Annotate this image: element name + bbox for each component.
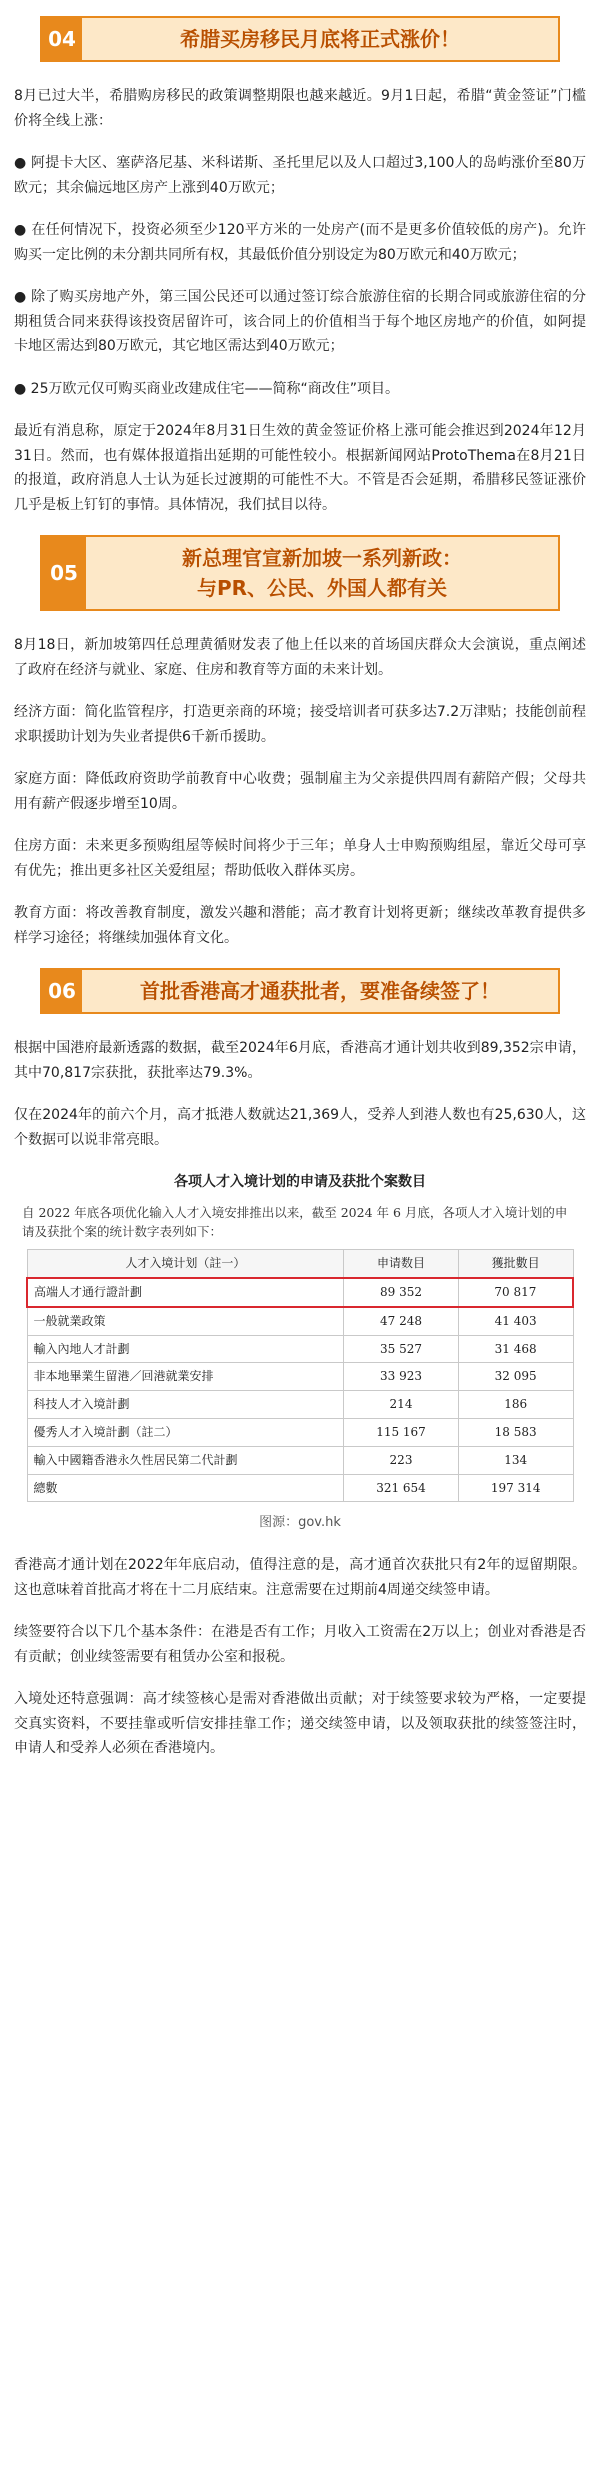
table-cell: 70 817	[458, 1278, 573, 1307]
table-row	[27, 1363, 573, 1391]
table-row	[27, 1307, 573, 1335]
table-cell: 214	[344, 1391, 459, 1419]
table-cell: 輸入中國籍香港永久性居民第二代計劃	[27, 1446, 344, 1474]
paragraph: 8月已过大半，希腊购房移民的政策调整期限也越来越近。9月1日起，希腊“黄金签证”门槛价将全线上涨：	[14, 88, 586, 129]
section-header-04	[40, 16, 560, 62]
table-cell: 總數	[27, 1474, 344, 1502]
column-header: 人才入境计划（註一）	[27, 1250, 344, 1278]
table-cell: 197 314	[458, 1474, 573, 1502]
table-cell: 優秀人才入境計劃（註二）	[27, 1419, 344, 1447]
table-cell: 一般就業政策	[27, 1307, 344, 1335]
table-row	[27, 1446, 573, 1474]
table-cell: 非本地畢業生留港／回港就業安排	[27, 1363, 344, 1391]
section-number: 04	[42, 18, 82, 60]
section-title: 首批香港高才通获批者，要准备续签了！	[140, 979, 500, 1003]
table-cell: 32 095	[458, 1363, 573, 1391]
bullet-item: ● 除了购买房地产外，第三国公民还可以通过签订综合旅游住宿的长期合同或旅游住宿的分期租赁合同来获得该投资居留许可，该合同上的价值相当于每个地区房地产的价值，如阿提卡地区需达到80万欧元，其它地区需达到40万欧元；	[14, 289, 586, 354]
table-cell: 223	[344, 1446, 459, 1474]
table-title: 各项人才入境计划的申请及获批个案数目	[174, 1174, 426, 1190]
table-cell: 186	[458, 1391, 573, 1419]
section-header-06	[40, 968, 560, 1014]
column-header: 申请数目	[344, 1250, 459, 1278]
table-cell: 輸入內地人才計劃	[27, 1335, 344, 1363]
table-cell: 高端人才通行證計劃	[27, 1278, 344, 1307]
section-title	[86, 537, 558, 609]
table-row	[27, 1419, 573, 1447]
paragraph: 教育方面：将改善教育制度，激发兴趣和潜能；高才教育计划将更新；继续改革教育提供多样学习途径；将继续加强体育文化。	[14, 905, 586, 946]
statistics-table	[26, 1249, 574, 1502]
paragraph: 根据中国港府最新透露的数据，截至2024年6月底，香港高才通计划共收到89,352宗申请，其中70,817宗获批，获批率达79.3%。	[14, 1040, 586, 1081]
table-cell: 41 403	[458, 1307, 573, 1335]
table-header-row	[27, 1250, 573, 1278]
paragraph: 最近有消息称，原定于2024年8月31日生效的黄金签证价格上涨可能会推迟到2024年12月31日。然而，也有媒体报道指出延期的可能性较小。根据新闻网站ProtoThema在8月21日的报道，政府消息人士认为延长过渡期的可能性不大。不管是否会延期，希腊移民签证涨价几乎是板上钉钉的事情。具体情况，我们拭目以待。	[14, 423, 586, 513]
bullet-item: ● 阿提卡大区、塞萨洛尼基、米科诺斯、圣托里尼以及人口超过3,100人的岛屿涨价至80万欧元；其余偏远地区房产上涨到40万欧元；	[14, 155, 586, 196]
bullet-item: ● 在任何情况下，投资必须至少120平方米的一处房产(而不是更多价值较低的房产)。允许购买一定比例的未分割共同所有权，其最低价值分别设定为80万欧元和40万欧元；	[14, 222, 586, 263]
table-cell: 31 468	[458, 1335, 573, 1363]
paragraph: 香港高才通计划在2022年年底启动，值得注意的是，高才通首次获批只有2年的逗留期限。这也意味着首批高才将在十二月底结束。注意需要在过期前4周递交续签申请。	[14, 1557, 586, 1598]
section-title-line-1: 新总理官宣新加坡一系列新政：	[182, 546, 462, 570]
table-cell: 134	[458, 1446, 573, 1474]
table-cell: 科技人才入境計劃	[27, 1391, 344, 1419]
table-intro: 自 2022 年底各项优化输入人才入境安排推出以来，截至 2024 年 6 月底，各项人才入境计划的申请及获批个案的统计数字表列如下：	[22, 1204, 568, 1239]
table-row-highlighted	[27, 1278, 573, 1307]
paragraph: 经济方面：简化监管程序，打造更亲商的环境；接受培训者可获多达7.2万津贴；技能创前程求职援助计划为失业者提供6千新币援助。	[14, 704, 586, 745]
table-row	[27, 1335, 573, 1363]
table-cell: 18 583	[458, 1419, 573, 1447]
paragraph: 家庭方面：降低政府资助学前教育中心收费；强制雇主为父亲提供四周有薪陪产假；父母共用有薪产假逐步增至10周。	[14, 771, 586, 812]
image-caption: 图源：gov.hk	[259, 1515, 341, 1531]
table-cell: 47 248	[344, 1307, 459, 1335]
section-title-line-2: 与PR、公民、外国人都有关	[196, 576, 448, 600]
article	[0, 16, 600, 1799]
table-cell: 33 923	[344, 1363, 459, 1391]
paragraph: 住房方面：未来更多预购组屋等候时间将少于三年；单身人士申购预购组屋，靠近父母可享有优先；推出更多社区关爱组屋；帮助低收入群体买房。	[14, 838, 586, 879]
column-header: 獲批數目	[458, 1250, 573, 1278]
table-total-row	[27, 1474, 573, 1502]
table-cell: 89 352	[344, 1278, 459, 1307]
table-cell: 35 527	[344, 1335, 459, 1363]
statistics-figure	[14, 1170, 586, 1535]
section-title: 希腊买房移民月底将正式涨价！	[180, 27, 460, 51]
table-row	[27, 1391, 573, 1419]
bullet-item: ● 25万欧元仅可购买商业改建成住宅——简称“商改住”项目。	[14, 380, 399, 397]
table-cell: 115 167	[344, 1419, 459, 1447]
paragraph: 入境处还特意强调：高才续签核心是需对香港做出贡献；对于续签要求较为严格，一定要提交真实资料，不要挂靠或听信安排挂靠工作；递交续签申请，以及领取获批的续签签注时，申请人和受养人必须在香港境内。	[14, 1691, 586, 1757]
section-number: 06	[42, 970, 82, 1012]
paragraph: 仅在2024年的前六个月，高才抵港人数就达21,369人，受养人到港人数也有25,630人，这个数据可以说非常亮眼。	[14, 1107, 586, 1148]
section-number: 05	[42, 537, 86, 609]
section-header-05	[40, 535, 560, 611]
paragraph: 续签要符合以下几个基本条件：在港是否有工作；月收入工资需在2万以上；创业对香港是否有贡献；创业续签需要有租赁办公室和报税。	[14, 1624, 586, 1665]
paragraph: 8月18日，新加坡第四任总理黄循财发表了他上任以来的首场国庆群众大会演说，重点阐述了政府在经济与就业、家庭、住房和教育等方面的未来计划。	[14, 637, 586, 678]
table-cell: 321 654	[344, 1474, 459, 1502]
